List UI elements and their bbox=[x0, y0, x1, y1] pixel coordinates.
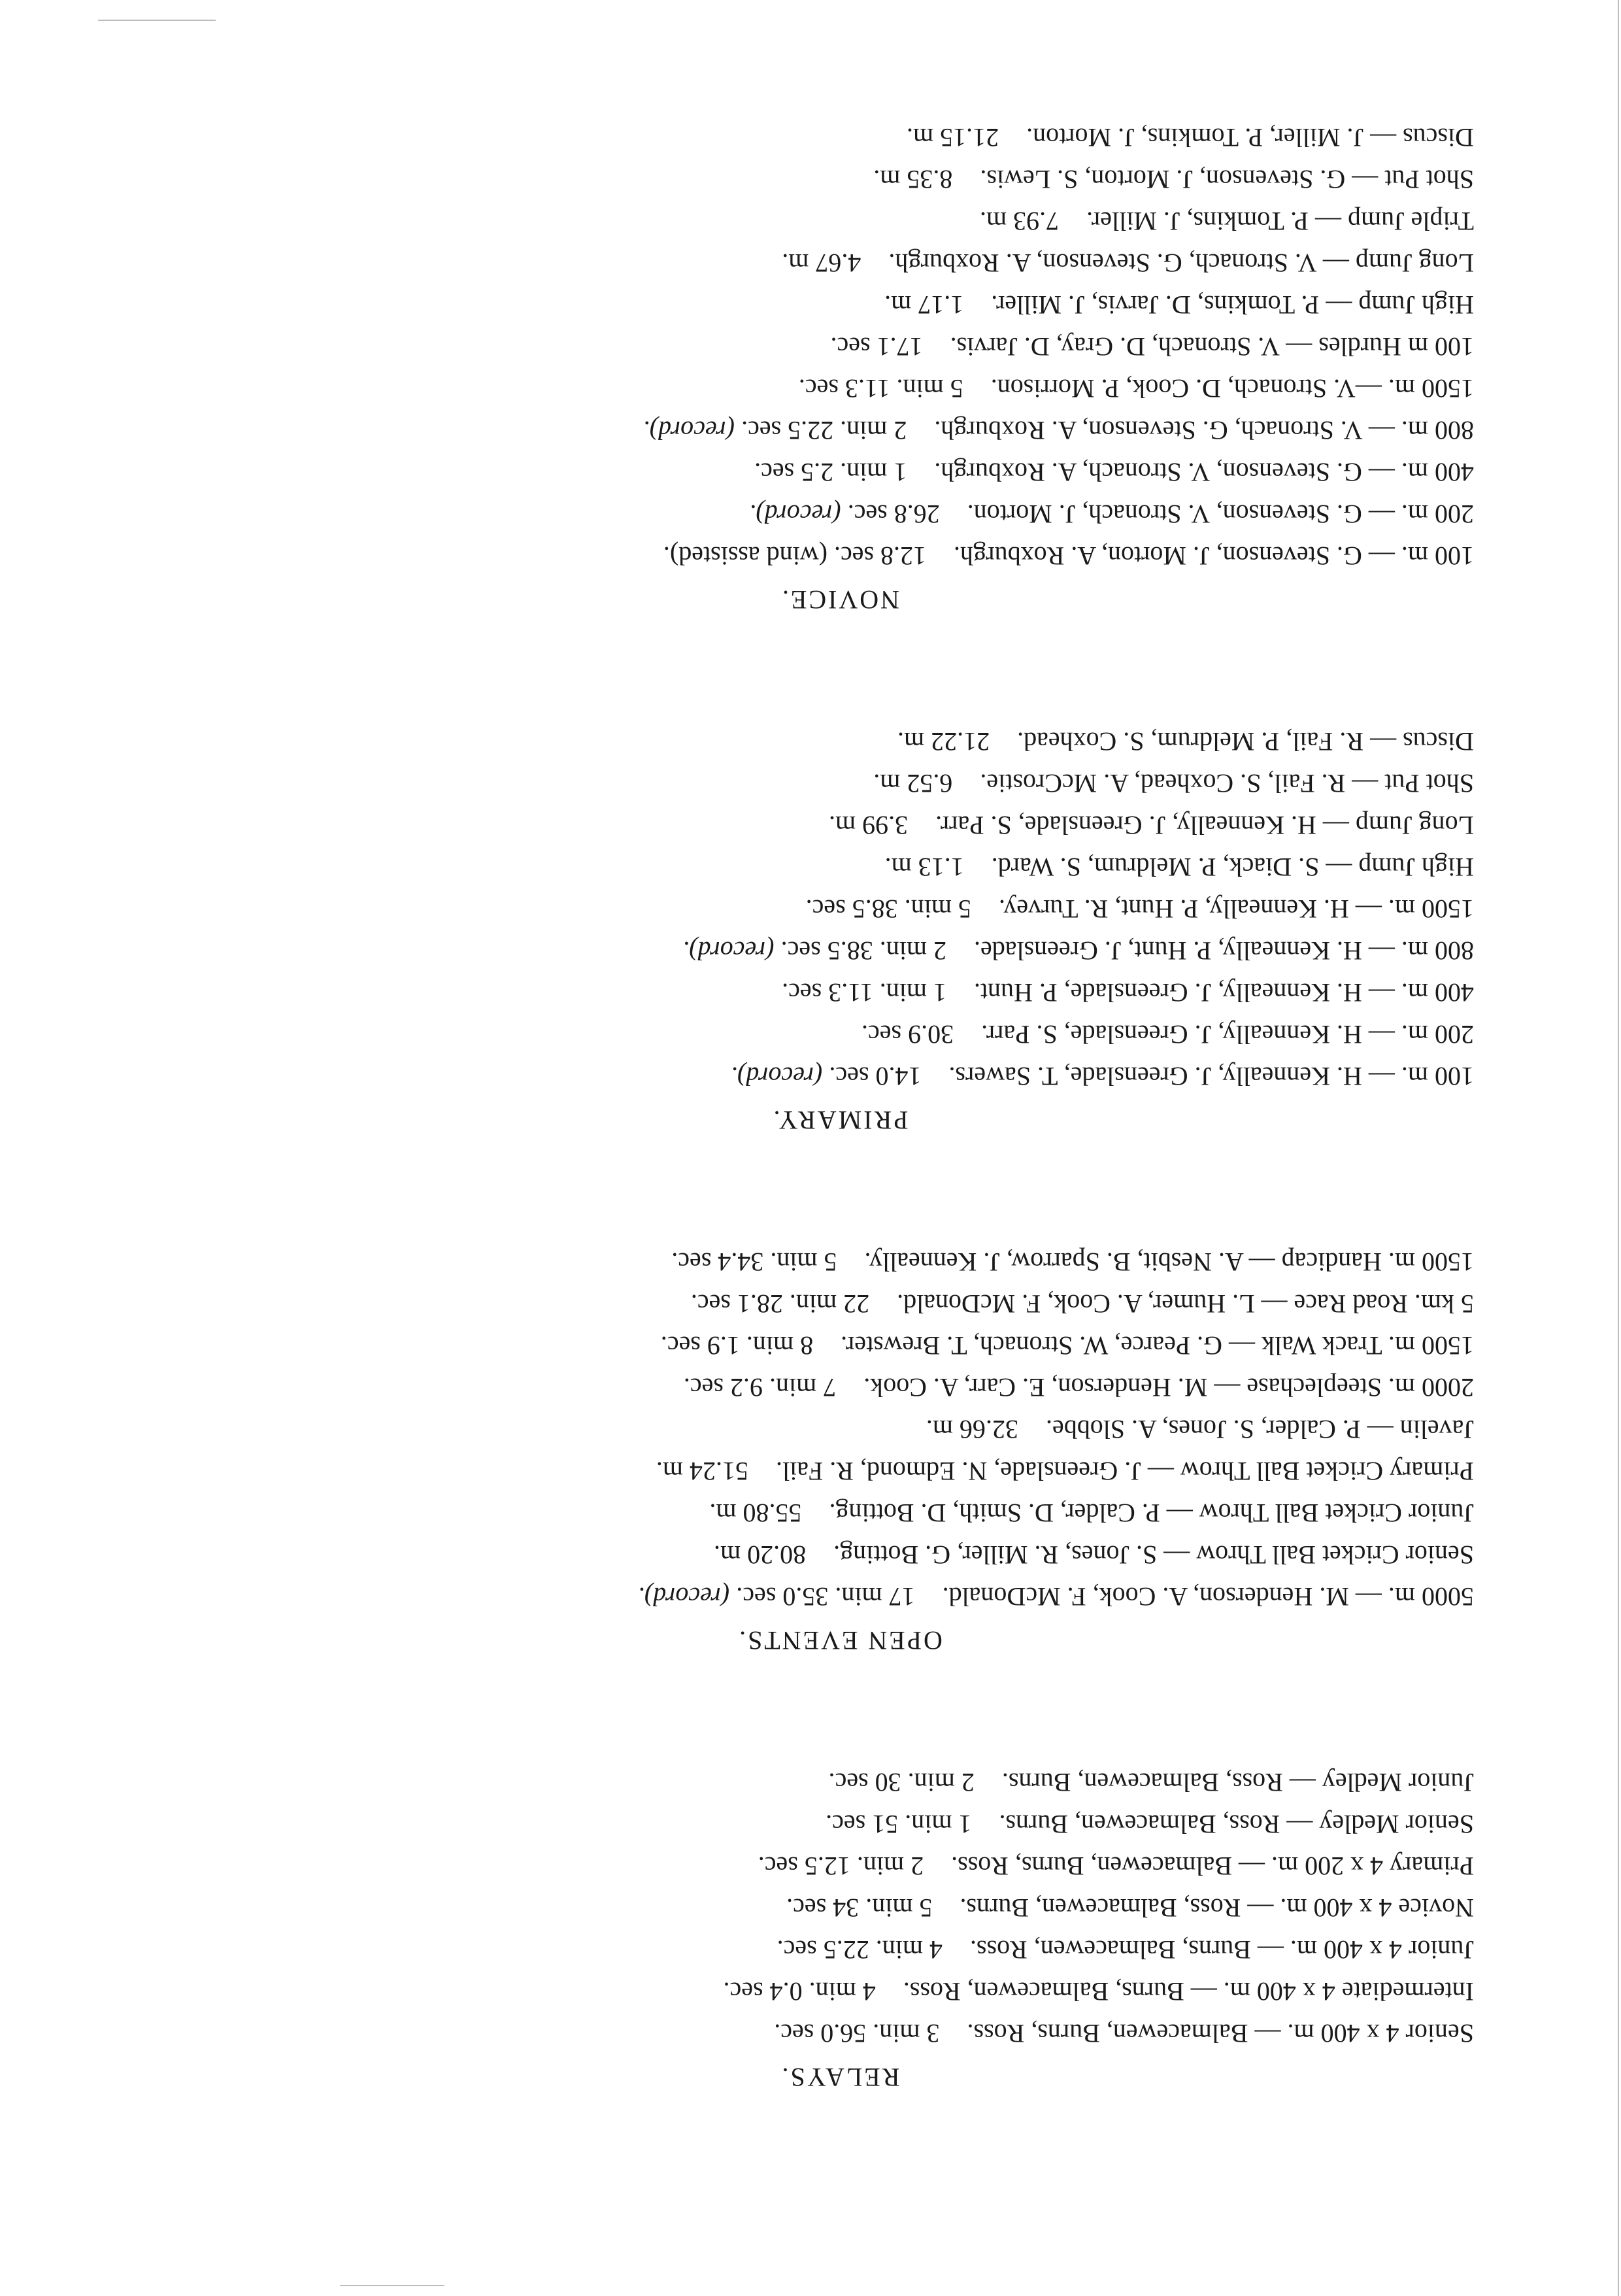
event-text: Junior Medley — Ross, Balmacewen, Burns. bbox=[1001, 1768, 1474, 1797]
result-line bbox=[206, 1450, 1474, 1492]
event-text: Senior 4 x 400 m. — Balmacewen, Burns, Ross. bbox=[967, 2019, 1474, 2048]
section-relays bbox=[206, 1761, 1474, 2100]
result-value: 21.22 m. bbox=[897, 727, 990, 756]
result-value: 17 min. 35.0 sec. bbox=[736, 1582, 915, 1612]
result-line bbox=[206, 1013, 1474, 1055]
result-value: 4 min. 0.4 sec. bbox=[723, 1977, 876, 2006]
event-text: Triple Jump — P. Tomkins, J. Miller. bbox=[1086, 207, 1474, 236]
event-text: Novice 4 x 400 m. — Ross, Balmacewen, Burns. bbox=[960, 1893, 1474, 1923]
event-text: Long Jump — H. Kenneally, J. Greenslade, S. Parr. bbox=[935, 811, 1474, 840]
event-text: 5 km. Road Race — L. Humer, A. Cook, F. McDonald. bbox=[897, 1289, 1474, 1319]
event-text: 800 m. — H. Kenneally, P. Hunt, J. Greenslade. bbox=[973, 936, 1474, 966]
result-line bbox=[206, 1761, 1474, 1803]
result-line bbox=[206, 720, 1474, 762]
event-text: Primary Cricket Ball Throw — J. Greenslade, N. Edmond, R. Fail. bbox=[776, 1457, 1474, 1486]
event-text: Discus — R. Fail, P. Meldrum, S. Coxhead. bbox=[1017, 727, 1474, 756]
event-text: Long Jump — V. Stronach, G. Stevenson, A. Roxburgh. bbox=[888, 248, 1474, 278]
result-value: 1.13 m. bbox=[884, 853, 964, 882]
result-value: 21.15 m. bbox=[906, 123, 999, 152]
result-value: 4 min. 22.5 sec. bbox=[777, 1935, 943, 1965]
event-text: Senior Cricket Ball Throw — S. Jones, R. Miller, G. Botting. bbox=[833, 1540, 1474, 1570]
event-text: 1500 m. — H. Kenneally, P. Hunt, R. Turvey. bbox=[998, 894, 1474, 924]
event-text: 800 m. — V. Stronach, G. Stevenson, A. Roxburgh. bbox=[934, 416, 1474, 445]
result-line bbox=[206, 1492, 1474, 1534]
record-note: (record). bbox=[682, 936, 775, 966]
result-line bbox=[206, 242, 1474, 284]
result-value: 2 min. 30 sec. bbox=[828, 1768, 975, 1797]
result-line bbox=[206, 1887, 1474, 1929]
result-line bbox=[206, 930, 1474, 971]
event-text: 1500 m. Track Walk — G. Pearce, W. Stronach, T. Brewster. bbox=[841, 1331, 1474, 1360]
result-line bbox=[206, 1803, 1474, 1845]
event-text: High Jump — P. Tomkins, D. Jarvis, J. Miller. bbox=[991, 290, 1474, 320]
result-value: 4.67 m. bbox=[782, 248, 861, 278]
result-value: 7 min. 9.2 sec. bbox=[683, 1373, 837, 1402]
result-value: 8.35 m. bbox=[873, 165, 953, 194]
event-text: Javelin — P. Calder, S. Jones, A. Slobbe. bbox=[1045, 1415, 1474, 1444]
result-value: 5 min. 11.3 sec. bbox=[798, 374, 963, 403]
event-text: Primary 4 x 200 m. — Balmacewen, Burns, Ross. bbox=[951, 1851, 1474, 1881]
section-title: OPEN EVENTS. bbox=[737, 1626, 943, 1655]
result-line bbox=[206, 367, 1474, 409]
scan-artifact bbox=[98, 20, 216, 21]
result-value: 14.0 sec. bbox=[829, 1062, 922, 1091]
result-line bbox=[206, 1576, 1474, 1617]
result-line bbox=[206, 200, 1474, 242]
result-value: 22 min. 28.1 sec. bbox=[690, 1289, 870, 1319]
record-note: (record). bbox=[637, 1582, 730, 1612]
result-value: 32.66 m. bbox=[926, 1415, 1018, 1444]
result-value: 5 min. 34.4 sec. bbox=[671, 1247, 837, 1277]
result-line bbox=[206, 1055, 1474, 1097]
event-text: High Jump — S. Diack, P. Meldrum, S. Ward. bbox=[991, 853, 1474, 882]
result-line bbox=[206, 493, 1474, 535]
result-line bbox=[206, 284, 1474, 326]
result-value: 1 min. 2.5 sec. bbox=[754, 458, 907, 487]
event-text: 400 m. — G. Stevenson, V. Stronach, A. Roxburgh. bbox=[934, 458, 1474, 487]
event-text: 5000 m. — M. Henderson, A. Cook, F. McDonald. bbox=[942, 1582, 1474, 1612]
result-value: 6.52 m. bbox=[873, 769, 953, 798]
result-line bbox=[206, 1970, 1474, 2012]
result-value: 3 min. 56.0 sec. bbox=[774, 2019, 940, 2048]
result-value: 5 min. 38.5 sec. bbox=[805, 894, 971, 924]
result-value: 3.99 m. bbox=[828, 811, 909, 840]
result-value: 51.24 m. bbox=[656, 1457, 748, 1486]
result-value: 30.9 sec. bbox=[861, 1020, 954, 1049]
result-value: 2 min. 38.5 sec. bbox=[780, 936, 946, 966]
result-value: 12.8 sec. (wind assisted). bbox=[663, 541, 927, 571]
event-text: 100 m. — G. Stevenson, J. Morton, A. Roxburgh. bbox=[954, 541, 1474, 571]
result-value: 80.20 m. bbox=[714, 1540, 807, 1570]
result-line bbox=[206, 1325, 1474, 1366]
result-value: 8 min. 1.9 sec. bbox=[660, 1331, 814, 1360]
result-line bbox=[206, 2012, 1474, 2054]
section-title: NOVICE. bbox=[780, 585, 900, 615]
event-text: Shot Put — R. Fail, S. Coxhead, A. McCrostie. bbox=[980, 769, 1474, 798]
result-line bbox=[206, 409, 1474, 451]
event-text: 100 m Hurdles — V. Stronach, D. Gray, D. Jarvis. bbox=[950, 332, 1474, 362]
event-text: 200 m. — H. Kenneally, J. Greenslade, S. Parr. bbox=[981, 1020, 1474, 1049]
event-text: 1500 m. Handicap — A. Nesbit, B. Sparrow, J. Kenneally. bbox=[864, 1247, 1474, 1277]
scan-artifact bbox=[340, 2285, 444, 2286]
result-line bbox=[206, 971, 1474, 1013]
result-line bbox=[206, 1534, 1474, 1576]
record-note: (record). bbox=[731, 1062, 823, 1091]
result-line bbox=[206, 762, 1474, 804]
result-value: 1 min. 11.3 sec. bbox=[782, 978, 946, 1007]
result-line bbox=[206, 846, 1474, 888]
scan-artifact bbox=[1618, 0, 1619, 2296]
event-text: 400 m. — H. Kenneally, J. Greenslade, P. Hunt. bbox=[973, 978, 1474, 1007]
section-title: RELAYS. bbox=[780, 2063, 900, 2092]
record-note: (record). bbox=[749, 499, 841, 529]
result-line bbox=[206, 888, 1474, 930]
result-value: 55.80 m. bbox=[709, 1498, 802, 1528]
result-line bbox=[206, 1283, 1474, 1325]
result-line bbox=[206, 1929, 1474, 1970]
result-line bbox=[206, 1408, 1474, 1450]
section-novice bbox=[206, 116, 1474, 622]
event-text: 200 m. — G. Stevenson, V. Stronach, J. Morton. bbox=[967, 499, 1474, 529]
section-primary bbox=[206, 720, 1474, 1143]
result-line bbox=[206, 804, 1474, 846]
results-content bbox=[206, 18, 1474, 2100]
result-value: 1.17 m. bbox=[884, 290, 964, 320]
event-text: 100 m. — H. Kenneally, J. Greenslade, T. Sawers. bbox=[948, 1062, 1474, 1091]
result-line bbox=[206, 1241, 1474, 1283]
result-line bbox=[206, 1845, 1474, 1887]
event-text: Shot Put — G. Stevenson, J. Morton, S. Lewis. bbox=[980, 165, 1474, 194]
event-text: Intermediate 4 x 400 m. — Burns, Balmacewen, Ross. bbox=[903, 1977, 1474, 2006]
event-text: 2000 m. Steeplechase — M. Henderson, E. Carr, A. Cook. bbox=[863, 1373, 1474, 1402]
result-line bbox=[206, 451, 1474, 493]
section-title: PRIMARY. bbox=[771, 1106, 909, 1135]
event-text: Junior 4 x 400 m. — Burns, Balmacewen, Ross. bbox=[969, 1935, 1474, 1965]
event-text: Discus — J. Miller, P. Tomkins, J. Morton. bbox=[1026, 123, 1474, 152]
result-value: 7.93 m. bbox=[980, 207, 1060, 236]
event-text: 1500 m. —V. Stronach, D. Cook, P. Morrison. bbox=[990, 374, 1474, 403]
result-line bbox=[206, 326, 1474, 367]
result-line bbox=[206, 1366, 1474, 1408]
result-value: 5 min. 34 sec. bbox=[786, 1893, 933, 1923]
record-note: (record). bbox=[643, 416, 735, 445]
result-line bbox=[206, 535, 1474, 577]
event-text: Senior Medley — Ross, Balmacewen, Burns. bbox=[999, 1810, 1474, 1839]
result-line bbox=[206, 158, 1474, 200]
result-value: 26.8 sec. bbox=[847, 499, 940, 529]
event-text: Junior Cricket Ball Throw — P. Calder, D. Smith, D. Botting. bbox=[829, 1498, 1474, 1528]
result-value: 2 min. 22.5 sec. bbox=[741, 416, 907, 445]
result-value: 1 min. 51 sec. bbox=[826, 1810, 972, 1839]
result-line bbox=[206, 116, 1474, 158]
result-value: 17.1 sec. bbox=[830, 332, 923, 362]
section-open-events bbox=[206, 1241, 1474, 1663]
result-value: 2 min. 12.5 sec. bbox=[758, 1851, 924, 1881]
